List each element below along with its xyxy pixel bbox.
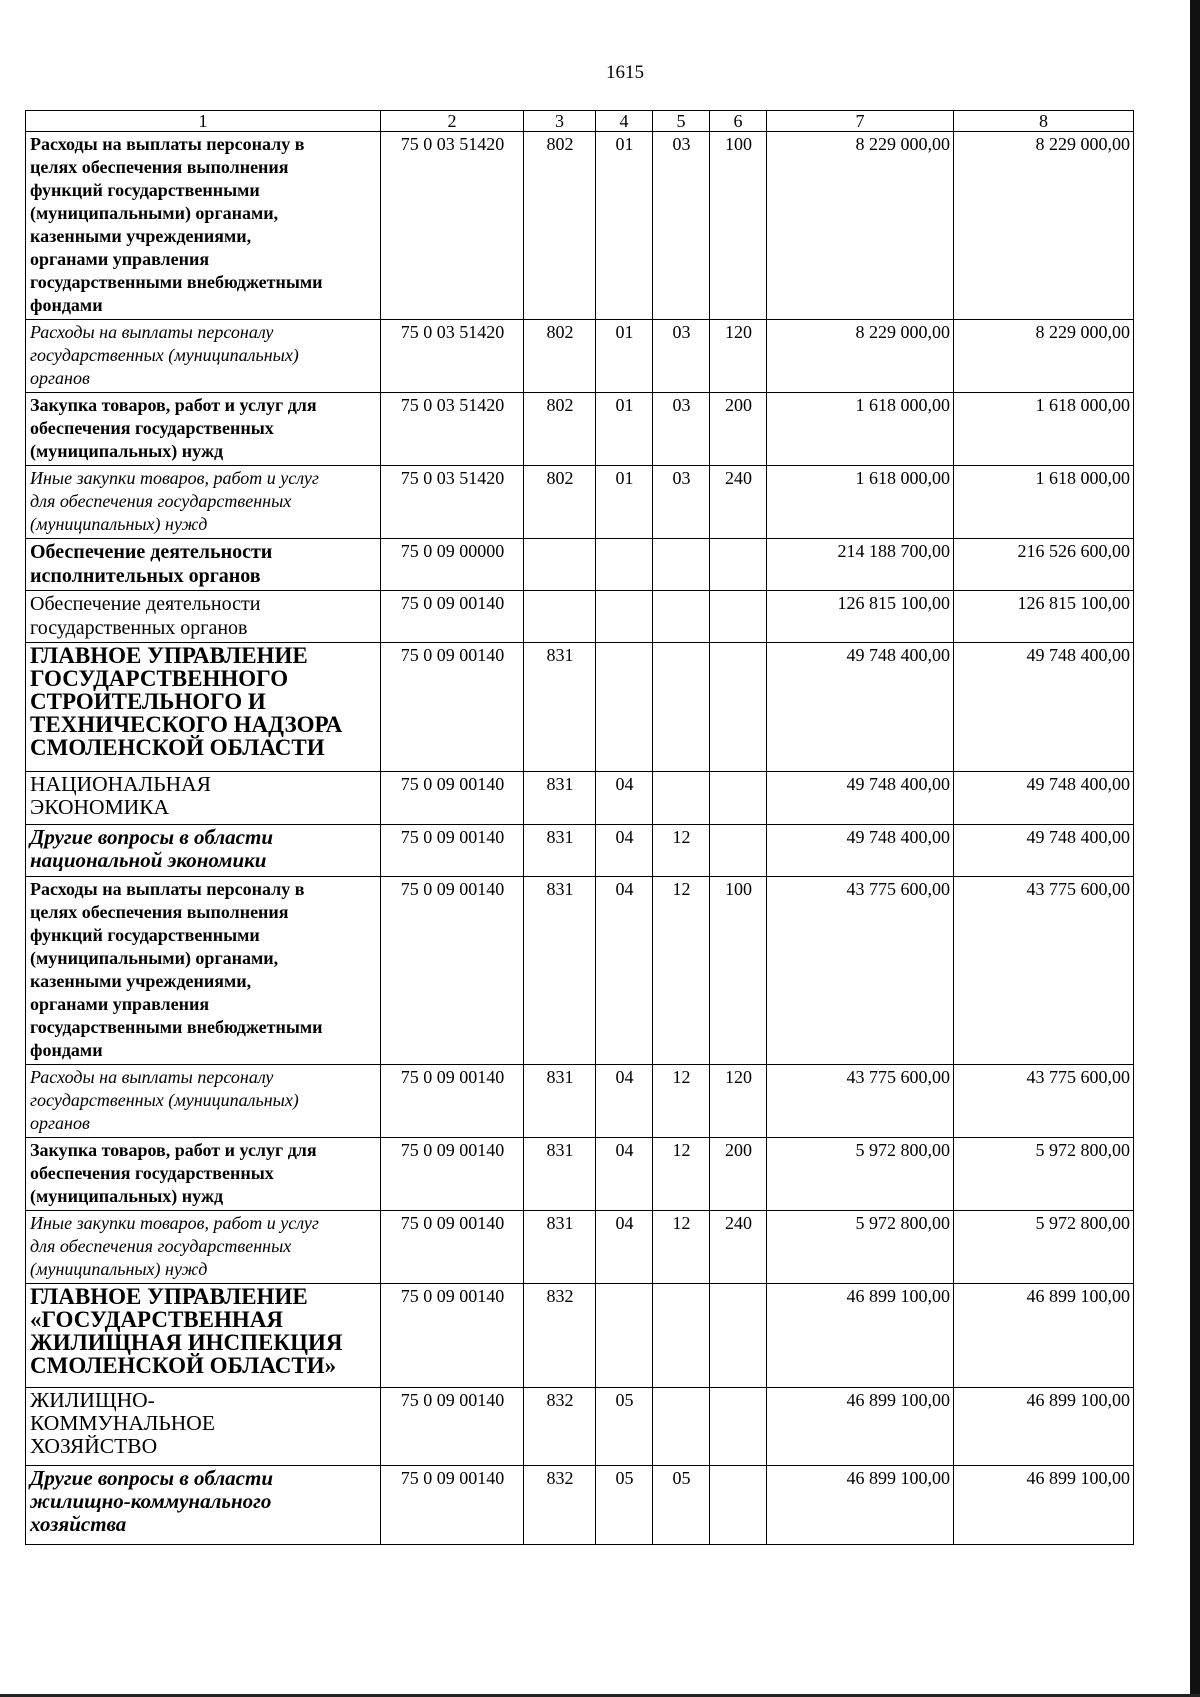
table-row	[26, 643, 1134, 772]
row-expense-type: 120	[710, 320, 767, 393]
table-header	[26, 111, 1134, 132]
row-amount-col7: 46 899 100,00	[767, 1284, 954, 1388]
row-amount-col7: 49 748 400,00	[767, 643, 954, 772]
description-line: Расходы на выплаты персоналу в	[30, 134, 305, 154]
table-row	[26, 393, 1134, 466]
header-col-6: 6	[710, 111, 767, 132]
row-description	[26, 1388, 381, 1466]
budget-table	[25, 110, 1134, 1545]
description-line: ЖИЛИЩНО-	[30, 1388, 155, 1412]
row-ministry-code: 831	[524, 1211, 596, 1284]
description-line: Расходы на выплаты персоналу	[30, 1067, 274, 1087]
table-row	[26, 825, 1134, 877]
row-ministry-code: 832	[524, 1388, 596, 1466]
row-amount-col7: 1 618 000,00	[767, 393, 954, 466]
row-section-code: 05	[596, 1466, 653, 1545]
row-amount-col8: 46 899 100,00	[954, 1284, 1134, 1388]
row-subsection-code	[653, 591, 710, 643]
description-line: Закупка товаров, работ и услуг для	[30, 395, 317, 415]
table-row	[26, 539, 1134, 591]
row-section-code: 01	[596, 320, 653, 393]
row-target-code: 75 0 09 00140	[381, 1211, 524, 1284]
row-description	[26, 320, 381, 393]
row-amount-col7: 46 899 100,00	[767, 1466, 954, 1545]
description-line: НАЦИОНАЛЬНАЯ	[30, 772, 212, 796]
description-line: (муниципальных) нужд	[30, 441, 224, 461]
row-expense-type: 120	[710, 1065, 767, 1138]
description-line: (муниципальных) нужд	[30, 1259, 208, 1279]
row-expense-type	[710, 539, 767, 591]
description-line: для обеспечения государственных	[30, 491, 292, 511]
description-line: СТРОИТЕЛЬНОГО И	[30, 689, 266, 714]
description-line: (муниципальных) нужд	[30, 1186, 224, 1206]
description-line: обеспечения государственных	[30, 1163, 274, 1183]
row-amount-col8: 46 899 100,00	[954, 1466, 1134, 1545]
row-subsection-code: 12	[653, 877, 710, 1065]
row-description	[26, 591, 381, 643]
row-subsection-code: 12	[653, 1138, 710, 1211]
description-line: целях обеспечения выполнения	[30, 902, 289, 922]
row-description	[26, 825, 381, 877]
description-line: органами управления	[30, 994, 210, 1014]
row-amount-col8: 216 526 600,00	[954, 539, 1134, 591]
row-subsection-code: 03	[653, 320, 710, 393]
header-col-8: 8	[954, 111, 1134, 132]
description-line: казенными учреждениями,	[30, 226, 252, 246]
row-section-code	[596, 591, 653, 643]
row-expense-type	[710, 772, 767, 825]
row-ministry-code: 831	[524, 772, 596, 825]
description-line: обеспечения государственных	[30, 418, 274, 438]
table-row	[26, 466, 1134, 539]
row-target-code: 75 0 09 00140	[381, 877, 524, 1065]
row-target-code: 75 0 09 00140	[381, 1466, 524, 1545]
row-amount-col7: 49 748 400,00	[767, 772, 954, 825]
table-row	[26, 1065, 1134, 1138]
row-subsection-code	[653, 1284, 710, 1388]
row-target-code: 75 0 03 51420	[381, 466, 524, 539]
row-section-code: 04	[596, 772, 653, 825]
description-line: государственными внебюджетными	[30, 1017, 323, 1037]
row-section-code: 04	[596, 825, 653, 877]
row-target-code: 75 0 09 00140	[381, 643, 524, 772]
row-description	[26, 643, 381, 772]
row-subsection-code	[653, 643, 710, 772]
row-description	[26, 466, 381, 539]
description-line: (муниципальными) органами,	[30, 948, 279, 968]
description-line: фондами	[30, 1040, 103, 1060]
row-ministry-code: 831	[524, 1138, 596, 1211]
row-section-code	[596, 1284, 653, 1388]
row-amount-col8: 49 748 400,00	[954, 772, 1134, 825]
description-line: хозяйства	[30, 1512, 127, 1536]
row-description	[26, 1211, 381, 1284]
row-amount-col8: 126 815 100,00	[954, 591, 1134, 643]
row-expense-type: 200	[710, 393, 767, 466]
row-amount-col7: 43 775 600,00	[767, 1065, 954, 1138]
row-target-code: 75 0 09 00140	[381, 772, 524, 825]
row-description	[26, 1138, 381, 1211]
row-amount-col7: 49 748 400,00	[767, 825, 954, 877]
row-section-code: 04	[596, 1138, 653, 1211]
row-ministry-code: 832	[524, 1466, 596, 1545]
header-col-2: 2	[381, 111, 524, 132]
row-amount-col8: 1 618 000,00	[954, 393, 1134, 466]
table-row	[26, 877, 1134, 1065]
table-row	[26, 1466, 1134, 1545]
row-description	[26, 1065, 381, 1138]
row-expense-type	[710, 825, 767, 877]
row-amount-col7: 43 775 600,00	[767, 877, 954, 1065]
row-expense-type	[710, 591, 767, 643]
row-target-code: 75 0 03 51420	[381, 393, 524, 466]
header-col-5: 5	[653, 111, 710, 132]
row-expense-type	[710, 1466, 767, 1545]
row-target-code: 75 0 09 00140	[381, 1138, 524, 1211]
row-amount-col7: 1 618 000,00	[767, 466, 954, 539]
row-target-code: 75 0 09 00140	[381, 825, 524, 877]
table-body	[26, 132, 1134, 1545]
row-amount-col8: 49 748 400,00	[954, 643, 1134, 772]
description-line: ГЛАВНОЕ УПРАВЛЕНИЕ	[30, 643, 308, 668]
row-amount-col7: 126 815 100,00	[767, 591, 954, 643]
row-description	[26, 132, 381, 320]
row-amount-col7: 214 188 700,00	[767, 539, 954, 591]
description-line: государственных (муниципальных)	[30, 1090, 299, 1110]
row-amount-col7: 5 972 800,00	[767, 1138, 954, 1211]
row-amount-col8: 46 899 100,00	[954, 1388, 1134, 1466]
row-section-code: 04	[596, 877, 653, 1065]
row-ministry-code	[524, 539, 596, 591]
row-description	[26, 877, 381, 1065]
row-target-code: 75 0 03 51420	[381, 320, 524, 393]
table-row	[26, 591, 1134, 643]
row-expense-type	[710, 643, 767, 772]
row-subsection-code	[653, 539, 710, 591]
row-description	[26, 1284, 381, 1388]
description-line: Иные закупки товаров, работ и услуг	[30, 468, 319, 488]
description-line: ХОЗЯЙСТВО	[30, 1434, 158, 1458]
row-amount-col7: 5 972 800,00	[767, 1211, 954, 1284]
row-target-code: 75 0 03 51420	[381, 132, 524, 320]
header-col-3: 3	[524, 111, 596, 132]
row-subsection-code: 12	[653, 1065, 710, 1138]
description-line: КОММУНАЛЬНОЕ	[30, 1411, 215, 1435]
description-line: ЭКОНОМИКА	[30, 795, 170, 819]
row-target-code: 75 0 09 00140	[381, 1065, 524, 1138]
description-line: функций государственными	[30, 180, 260, 200]
description-line: ТЕХНИЧЕСКОГО НАДЗОРА	[30, 712, 343, 737]
row-subsection-code: 03	[653, 393, 710, 466]
description-line: (муниципальных) нужд	[30, 514, 208, 534]
row-description	[26, 1466, 381, 1545]
description-line: Обеспечение деятельности	[30, 593, 261, 615]
description-line: государственными внебюджетными	[30, 272, 323, 292]
page-number: 1615	[606, 62, 644, 83]
row-ministry-code: 831	[524, 1065, 596, 1138]
row-ministry-code	[524, 591, 596, 643]
scan-edge	[1190, 0, 1200, 1697]
row-ministry-code: 802	[524, 466, 596, 539]
row-description	[26, 539, 381, 591]
row-target-code: 75 0 09 00000	[381, 539, 524, 591]
row-target-code: 75 0 09 00140	[381, 1284, 524, 1388]
description-line: Обеспечение деятельности	[30, 541, 273, 563]
header-col-7: 7	[767, 111, 954, 132]
description-line: Иные закупки товаров, работ и услуг	[30, 1213, 319, 1233]
row-amount-col8: 8 229 000,00	[954, 132, 1134, 320]
row-subsection-code: 03	[653, 132, 710, 320]
header-col-4: 4	[596, 111, 653, 132]
description-line: Расходы на выплаты персоналу	[30, 322, 274, 342]
row-amount-col8: 43 775 600,00	[954, 877, 1134, 1065]
row-amount-col8: 43 775 600,00	[954, 1065, 1134, 1138]
header-col-1: 1	[26, 111, 381, 132]
row-subsection-code: 03	[653, 466, 710, 539]
row-expense-type: 240	[710, 1211, 767, 1284]
description-line: Другие вопросы в области	[30, 1466, 274, 1490]
row-description	[26, 772, 381, 825]
row-expense-type: 100	[710, 132, 767, 320]
description-line: СМОЛЕНСКОЙ ОБЛАСТИ	[30, 735, 325, 760]
description-line: (муниципальными) органами,	[30, 203, 279, 223]
row-expense-type: 200	[710, 1138, 767, 1211]
row-section-code: 04	[596, 1211, 653, 1284]
description-line: ГЛАВНОЕ УПРАВЛЕНИЕ	[30, 1284, 308, 1309]
description-line: целях обеспечения выполнения	[30, 157, 289, 177]
row-subsection-code: 12	[653, 1211, 710, 1284]
description-line: государственных органов	[30, 617, 248, 639]
row-ministry-code: 802	[524, 393, 596, 466]
row-amount-col8: 49 748 400,00	[954, 825, 1134, 877]
row-section-code: 01	[596, 466, 653, 539]
row-section-code	[596, 539, 653, 591]
row-subsection-code	[653, 772, 710, 825]
row-section-code: 05	[596, 1388, 653, 1466]
row-amount-col8: 5 972 800,00	[954, 1138, 1134, 1211]
description-line: ГОСУДАРСТВЕННОГО	[30, 666, 289, 691]
description-line: органами управления	[30, 249, 210, 269]
row-ministry-code: 831	[524, 825, 596, 877]
description-line: фондами	[30, 295, 103, 315]
table-row	[26, 1211, 1134, 1284]
table-row	[26, 320, 1134, 393]
description-line: жилищно-коммунального	[30, 1489, 272, 1513]
row-amount-col7: 46 899 100,00	[767, 1388, 954, 1466]
row-ministry-code: 832	[524, 1284, 596, 1388]
row-expense-type: 240	[710, 466, 767, 539]
row-subsection-code	[653, 1388, 710, 1466]
row-target-code: 75 0 09 00140	[381, 1388, 524, 1466]
description-line: исполнительных органов	[30, 565, 261, 587]
row-ministry-code: 831	[524, 643, 596, 772]
description-line: Закупка товаров, работ и услуг для	[30, 1140, 317, 1160]
row-ministry-code: 802	[524, 320, 596, 393]
table-row	[26, 772, 1134, 825]
row-amount-col8: 1 618 000,00	[954, 466, 1134, 539]
description-line: органов	[30, 1113, 90, 1133]
row-target-code: 75 0 09 00140	[381, 591, 524, 643]
row-expense-type	[710, 1388, 767, 1466]
row-amount-col7: 8 229 000,00	[767, 132, 954, 320]
row-amount-col8: 5 972 800,00	[954, 1211, 1134, 1284]
row-amount-col7: 8 229 000,00	[767, 320, 954, 393]
row-section-code: 04	[596, 1065, 653, 1138]
description-line: государственных (муниципальных)	[30, 345, 299, 365]
table-row	[26, 1284, 1134, 1388]
table-row	[26, 1138, 1134, 1211]
row-amount-col8: 8 229 000,00	[954, 320, 1134, 393]
row-section-code: 01	[596, 132, 653, 320]
description-line: «ГОСУДАРСТВЕННАЯ	[30, 1307, 283, 1332]
row-description	[26, 393, 381, 466]
table-row	[26, 1388, 1134, 1466]
row-ministry-code: 802	[524, 132, 596, 320]
row-expense-type	[710, 1284, 767, 1388]
description-line: функций государственными	[30, 925, 260, 945]
row-subsection-code: 12	[653, 825, 710, 877]
description-line: казенными учреждениями,	[30, 971, 252, 991]
row-subsection-code: 05	[653, 1466, 710, 1545]
description-line: для обеспечения государственных	[30, 1236, 292, 1256]
table-row	[26, 132, 1134, 320]
description-line: ЖИЛИЩНАЯ ИНСПЕКЦИЯ	[30, 1330, 343, 1355]
row-expense-type: 100	[710, 877, 767, 1065]
description-line: Другие вопросы в области	[30, 825, 274, 849]
description-line: национальной экономики	[30, 848, 267, 872]
header-row	[26, 111, 1134, 132]
row-ministry-code: 831	[524, 877, 596, 1065]
row-section-code	[596, 643, 653, 772]
description-line: Расходы на выплаты персоналу в	[30, 879, 305, 899]
description-line: органов	[30, 368, 90, 388]
row-section-code: 01	[596, 393, 653, 466]
description-line: СМОЛЕНСКОЙ ОБЛАСТИ»	[30, 1353, 337, 1378]
